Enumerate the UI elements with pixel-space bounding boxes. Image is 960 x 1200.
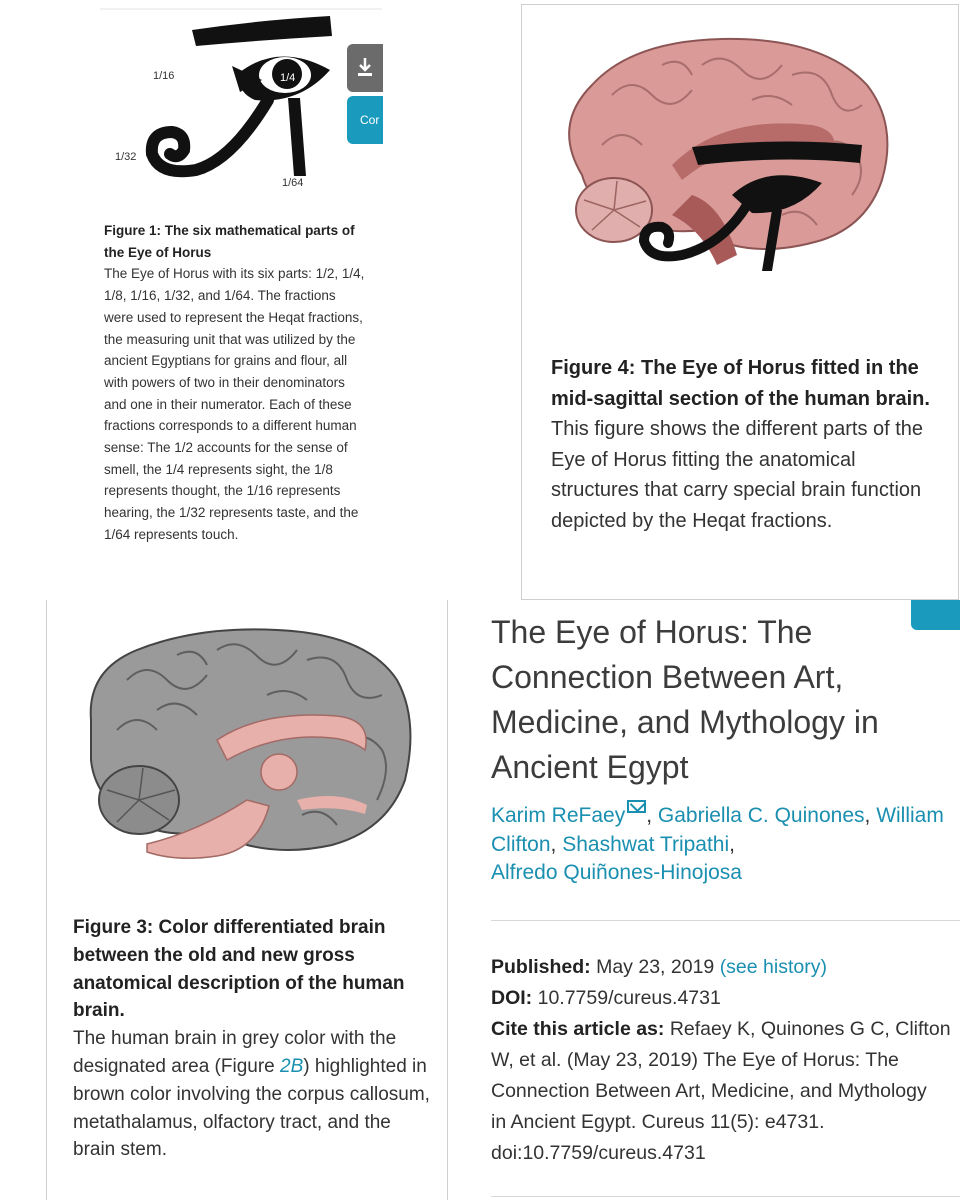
- author-link[interactable]: William Clifton: [491, 804, 944, 856]
- see-history-link[interactable]: (see history): [719, 956, 827, 978]
- citation-text: in Ancient Egypt. Cureus 11(5): e4731.: [491, 1111, 825, 1133]
- download-button[interactable]: [347, 44, 383, 92]
- grey-brain-image: [47, 600, 447, 880]
- brain-eye-overlay-image: [522, 5, 958, 295]
- figure-3-panel: [46, 600, 448, 1200]
- fraction-label: 1/16: [153, 70, 175, 82]
- fraction-label: 1/64: [282, 177, 304, 189]
- published-date: May 23, 2019: [596, 956, 715, 978]
- citation-text: Refaey K, Quinones G C, Clifton: [669, 1018, 951, 1040]
- doi-value: 10.7759/cureus.4731: [537, 987, 721, 1009]
- eye-of-horus-diagram: [0, 0, 520, 200]
- caption-body: This figure shows the different parts of the Eye of Horus fitting the anatomical structures that carry special brain function depicted by the Heqat fractions.: [551, 418, 924, 532]
- figure-2b-link[interactable]: 2B: [280, 1055, 304, 1077]
- citation-text: Connection Between Art, Medicine, and Mythology: [491, 1080, 927, 1102]
- cite-button[interactable]: Cor: [347, 96, 383, 144]
- author-link[interactable]: Alfredo Quiñones-Hinojosa: [491, 861, 742, 884]
- caption-title: Figure 4: The Eye of Horus fitted in the mid-sagittal section of the human brain.: [551, 357, 930, 410]
- fraction-label: 1/32: [115, 151, 137, 163]
- figure-4-panel: [521, 4, 959, 600]
- article-metadata: Published: May 23, 2019 (see history) DOI: 10.7759/cureus.4731 Cite this article as: Refaey K, Quinones G C, Clifton W, et al. (May 23, 2019) The Eye of Horus: The Connection Between Art, Medicine, and Mythology in Ancient Egypt. Cureus 11(5): e4731. doi:10.7759/cureus.4731: [491, 956, 951, 1164]
- figure-4-caption: [551, 353, 941, 536]
- author-link[interactable]: Karim ReFaey: [491, 804, 626, 827]
- author-link[interactable]: Gabriella C. Quinones: [657, 804, 865, 827]
- caption-title: Figure 3: Color differentiated brain between the old and new gross anatomical description of the human brain.: [73, 917, 405, 1022]
- figure-1-caption: [104, 220, 366, 546]
- citation-text: W, et al. (May 23, 2019) The Eye of Horus: The: [491, 1049, 899, 1071]
- figure-3-caption: [73, 914, 433, 1164]
- article-header-panel: [448, 600, 960, 1200]
- article-title: The Eye of Horus: The Connection Between Art, Medicine, and Mythology in Ancient Egypt: [491, 614, 879, 785]
- citation-text: doi:10.7759/cureus.4731: [491, 1142, 706, 1164]
- figure-1-panel: [0, 0, 520, 600]
- divider: [491, 920, 960, 921]
- divider: [491, 1196, 960, 1197]
- caption-body: ) highlighted in brown color involving the corpus callosum, metathalamus, olfactory tract, and the brain stem.: [73, 1055, 430, 1161]
- caption-body: The Eye of Horus with its six parts: 1/2, 1/4, 1/8, 1/16, 1/32, and 1/64. The fractions were used to represent the Heqat fractions, the measuring unit that was utilized by the ancient Egyptians for grains and flour, all with powers of two in their denominators and one in their numerator. Each of these fractions corresponds to a different human sense: The 1/2 accounts for the sense of smell, the 1/4 represents sight, the 1/8 represents thought, the 1/16 represents hearing, the 1/32 represents taste, and the 1/64 represents touch.: [104, 266, 365, 542]
- caption-body: The human brain in grey color with the designated area (Figure: [73, 1028, 397, 1077]
- mail-icon[interactable]: [627, 800, 646, 813]
- download-icon: [347, 44, 383, 92]
- caption-title: Figure 1: The six mathematical parts of the Eye of Horus: [104, 223, 355, 260]
- author-link[interactable]: Shashwat Tripathi: [562, 832, 730, 856]
- author-list: Karim ReFaey , Gabriella C. Quinones, William Clifton, Shashwat Tripathi, Alfredo Quiñones-Hinojosa: [491, 802, 960, 888]
- fraction-label: 1/4: [280, 72, 296, 84]
